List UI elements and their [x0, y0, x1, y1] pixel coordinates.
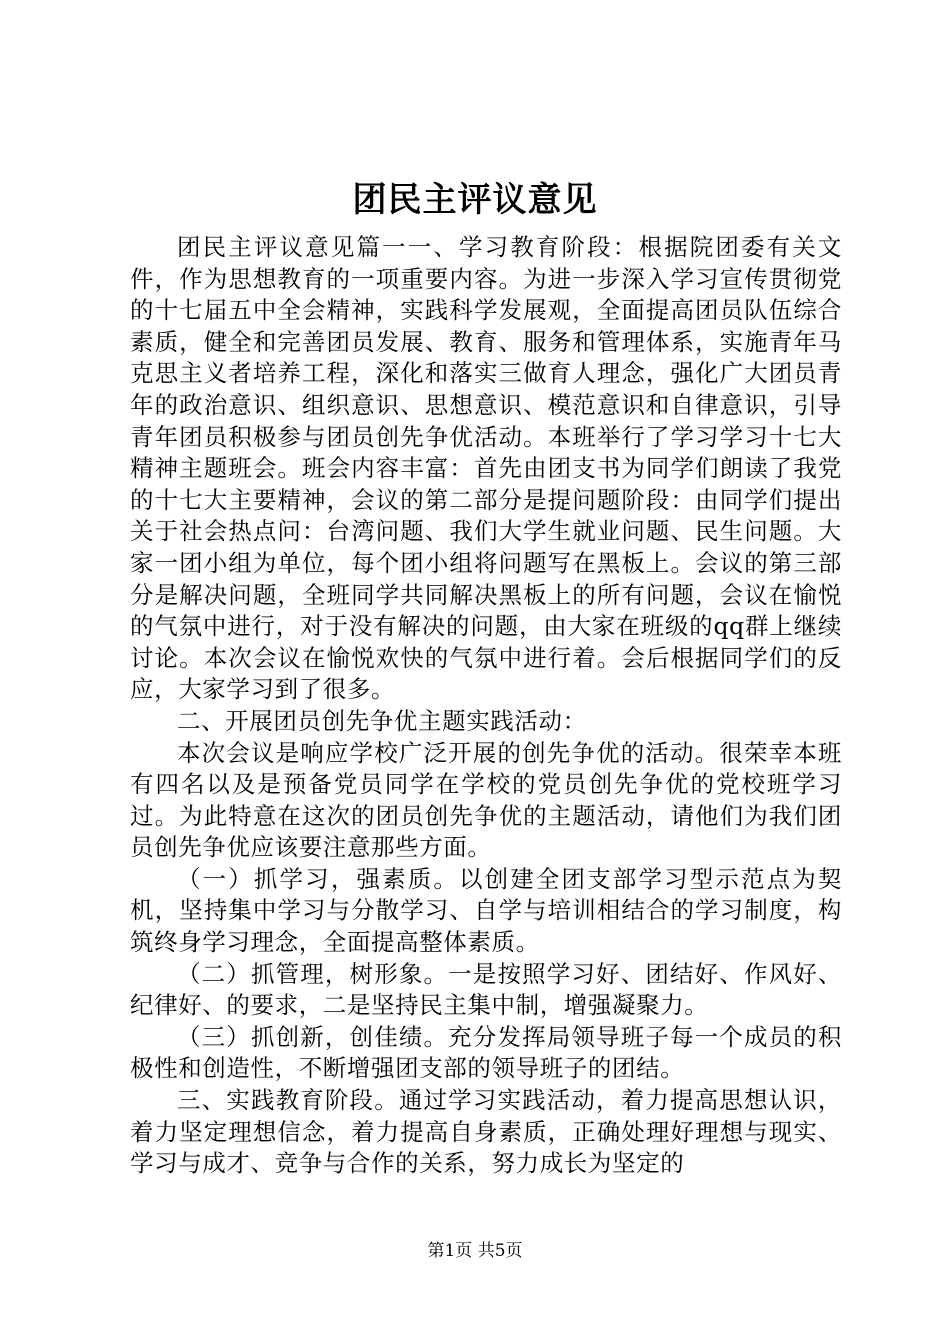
document-body — [130, 232, 842, 1180]
paragraph: （一）抓学习，强素质。以创建全团支部学习型示范点为契机，坚持集中学习与分散学习、自学与培训相结合的学习制度，构筑终身学习理念，全面提高整体素质。 — [130, 864, 842, 957]
paragraph: 三、实践教育阶段。通过学习实践活动，着力提高思想认识，着力坚定理想信念，着力提高自身素质，正确处理好理想与现实、学习与成才、竞争与合作的关系，努力成长为坚定的 — [130, 1086, 842, 1178]
page-footer: 第1页 共5页 — [427, 1241, 523, 1261]
page-title: 团民主评议意见 — [352, 180, 598, 220]
paragraph: 本次会议是响应学校广泛开展的创先争优的活动。很荣幸本班有四名以及是预备党员同学在学校的党员创先争优的党校班学习过。为此特意在这次的团员创先争优的主题活动，请他们为我们团员创先争优应该要注意那些方面。 — [130, 738, 842, 862]
paragraph: 二、开展团员创先争优主题实践活动： — [177, 706, 587, 735]
paragraph: 团民主评议意见篇一一、学习教育阶段：根据院团委有关文件，作为思想教育的一项重要内容。为进一步深入学习宣传贯彻党的十七届五中全会精神，实践科学发展观，全面提高团员队伍综合素质，健全和完善团员发展、教育、服务和管理体系，实施青年马克思主义者培养工程，深化和落实三做育人理念，强化广大团员青年的政治意识、组织意识、思想意识、模范意识和自律意识，引导青年团员积极参与团员创先争优活动。本班举行了学习学习十七大精神主题班会。班会内容丰富：首先由团支书为同学们朗读了我党的十七大主要精神，会议的第二部分是提问题阶段：由同学们提出关于社会热点问：台湾问题、我们大学生就业问题、民生问题。大家一团小组为单位，每个团小组将问题写在黑板上。会议的第三部分是解决问题，全班同学共同解决黑板上的所有问题，会议在愉悦的气氛中进行，对于没有解决的问题，由大家在班级的qq群上继续讨论。本次会议在愉悦欢快的气氛中进行着。会后根据同学们的反应，大家学习到了很多。 — [130, 233, 842, 704]
paragraph: （二）抓管理，树形象。一是按照学习好、团结好、作风好、纪律好、的要求，二是坚持民主集中制，增强凝聚力。 — [130, 959, 842, 1020]
paragraph: （三）抓创新，创佳绩。充分发挥局领导班子每一个成员的积极性和创造性，不断增强团支部的领导班子的团结。 — [130, 1022, 842, 1083]
